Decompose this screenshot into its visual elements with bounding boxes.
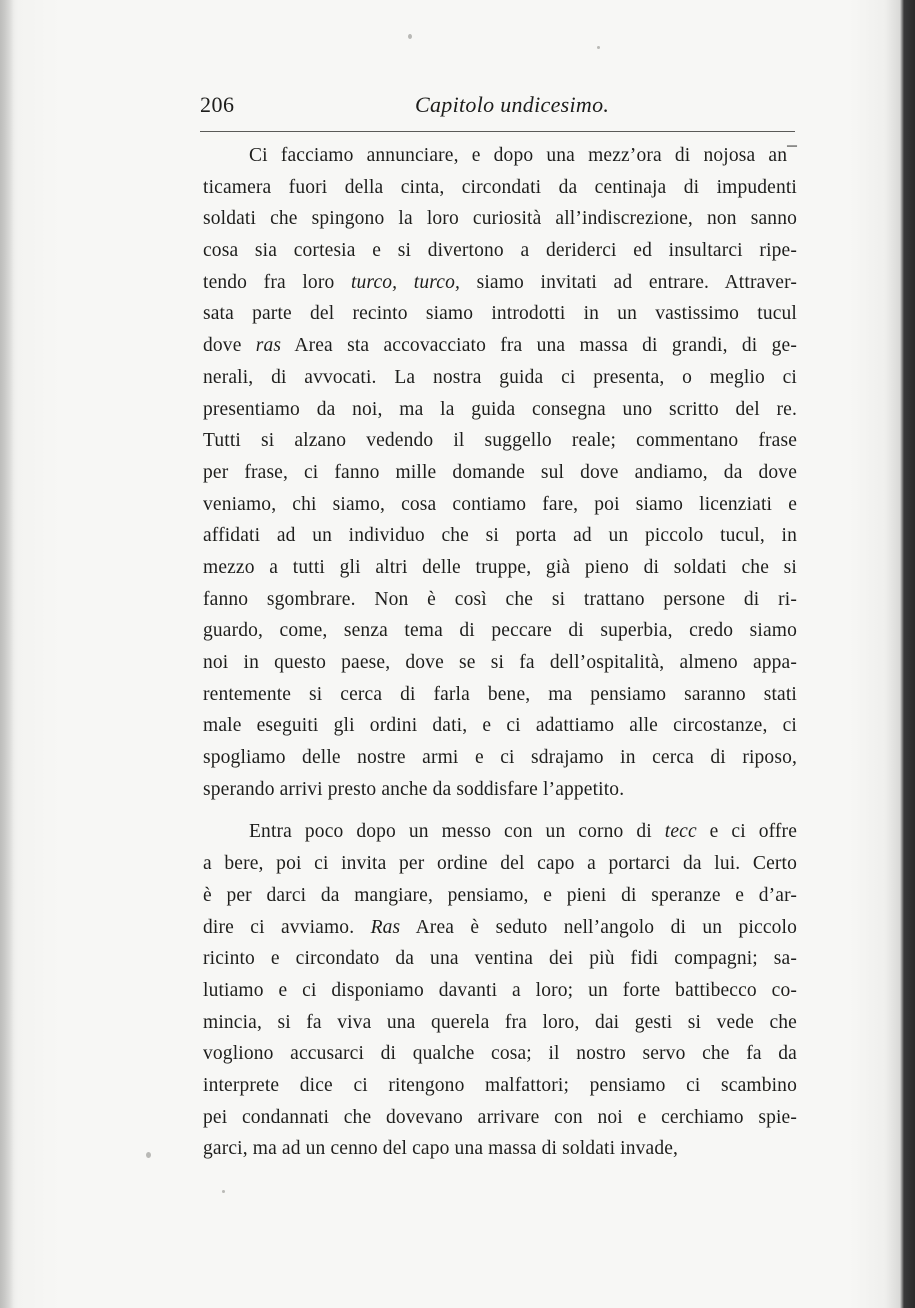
paragraph	[203, 816, 797, 1165]
text-line: cosa sia cortesia e si divertono a deriderci ed insultarci ripe-	[203, 240, 797, 262]
paper-speck	[222, 1190, 225, 1193]
text-line: tendo fra loro turco, turco, siamo invitati ad entrare. Attraver-	[203, 271, 797, 293]
text-line: male eseguiti gli ordini dati, e ci adattiamo alle circostanze, ci	[203, 715, 797, 737]
page-edge-shadow	[0, 0, 14, 1308]
text-line: lutiamo e ci disponiamo davanti a loro; un forte battibecco co-	[203, 979, 797, 1001]
italic-term: Ras	[370, 916, 401, 938]
paragraph-gap	[203, 805, 797, 816]
text-line: garci, ma ad un cenno del capo una massa di soldati invade,	[203, 1138, 679, 1160]
text-line: Ci facciamo annunciare, e dopo una mezz’ora di nojosa an¯	[249, 145, 797, 166]
text-line: sata parte del recinto siamo introdotti in un vastissimo tucul	[203, 303, 797, 325]
paper-speck	[408, 34, 412, 39]
text-line: pei condannati che dovevano arrivare con noi e cerchiamo spie-	[203, 1106, 797, 1128]
text-line: presentiamo da noi, ma la guida consegna uno scritto del re.	[203, 398, 797, 420]
text-line: nerali, di avvocati. La nostra guida ci presenta, o meglio ci	[203, 366, 797, 388]
text-line: rentemente si cerca di farla bene, ma pensiamo saranno stati	[203, 683, 797, 705]
paper-speck	[146, 1152, 151, 1158]
page-number: 206	[200, 92, 235, 117]
text-line: per frase, ci fanno mille domande sul dove andiamo, da dove	[203, 461, 797, 483]
text-line: interprete dice ci ritengono malfattori; pensiamo ci scambino	[203, 1074, 797, 1096]
text-line: fanno sgombrare. Non è così che si trattano persone di ri-	[203, 588, 797, 610]
header-rule	[200, 131, 795, 132]
italic-term: turco, turco,	[350, 271, 460, 293]
text-line: spogliamo delle nostre armi e ci sdrajamo in cerca di riposo,	[203, 747, 797, 769]
italic-term: ras	[255, 335, 282, 357]
body-text	[203, 140, 797, 1165]
text-line: ricinto e circondato da una ventina dei più fidi compagni; sa-	[203, 948, 797, 970]
text-line: guardo, come, senza tema di peccare di superbia, credo siamo	[203, 620, 797, 642]
text-line: mincia, si fa viva una querela fra loro, dai gesti si vede che	[203, 1011, 797, 1033]
paragraph	[203, 140, 797, 805]
text-line: è per darci da mangiare, pensiamo, e pieni di speranze e d’ar-	[203, 884, 797, 906]
text-line: ticamera fuori della cinta, circondati da centinaja di impudenti	[203, 176, 797, 198]
running-title: Capitolo undicesimo.	[415, 92, 610, 117]
text-line: dove ras Area sta accovacciato fra una massa di grandi, di ge-	[203, 335, 797, 357]
text-line: Tutti si alzano vedendo il suggello reale; commentano frase	[203, 430, 797, 452]
text-line: dire ci avviamo. Ras Area è seduto nell’angolo di un piccolo	[203, 916, 797, 938]
text-line: vogliono accusarci di qualche cosa; il nostro servo che fa da	[203, 1043, 797, 1065]
page-header	[200, 92, 795, 122]
text-line: noi in questo paese, dove se si fa dell’ospitalità, almeno appa-	[203, 652, 797, 673]
text-line: Entra poco dopo un messo con un corno di tecc e ci offre	[249, 821, 797, 843]
text-line: veniamo, chi siamo, cosa contiamo fare, poi siamo licenziati e	[203, 493, 797, 515]
paper-speck	[597, 46, 600, 49]
italic-term: tecc	[664, 821, 697, 843]
text-line: mezzo a tutti gli altri delle truppe, già pieno di soldati che si	[203, 556, 797, 578]
text-line: soldati che spingono la loro curiosità all’indiscrezione, non sanno	[203, 208, 797, 230]
text-line: sperando arrivi presto anche da soddisfare l’appetito.	[203, 778, 625, 800]
text-line: a bere, poi ci invita per ordine del capo a portarci da lui. Certo	[203, 853, 797, 875]
text-line: affidati ad un individuo che si porta ad un piccolo tucul, in	[203, 525, 797, 547]
